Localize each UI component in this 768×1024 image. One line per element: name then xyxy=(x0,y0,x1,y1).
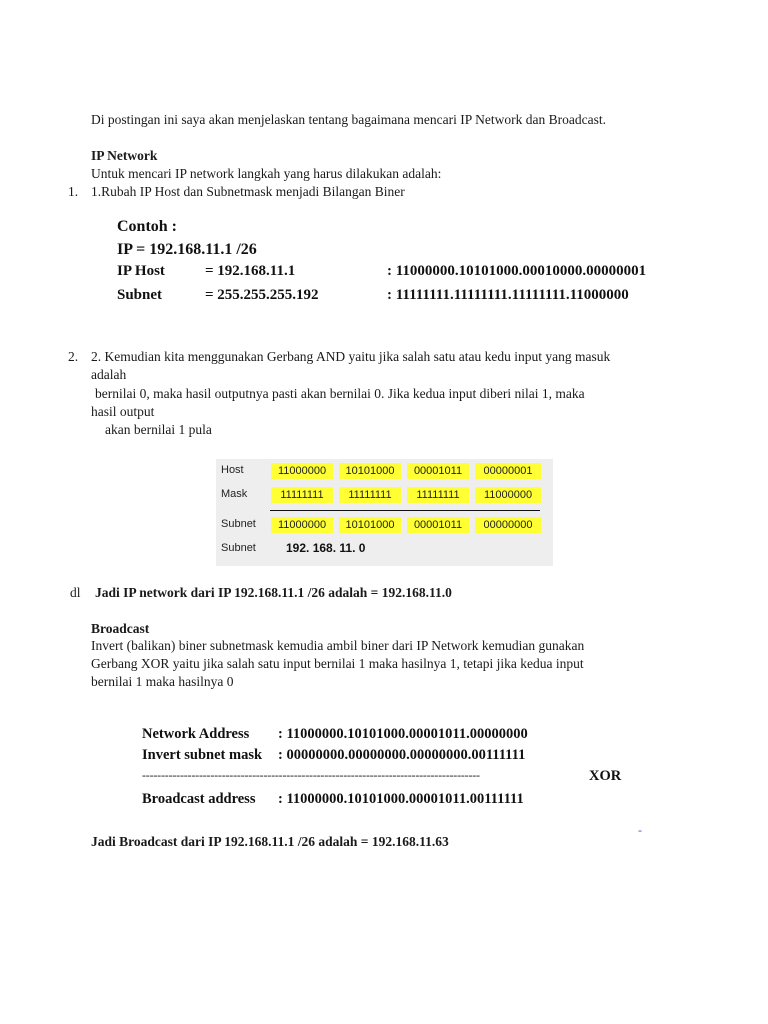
conclusion-bc-text: Jadi Broadcast dari IP 192.168.11.1 /26 adalah = 192.168.11.63 xyxy=(91,834,449,849)
ip-network-heading: IP Network xyxy=(91,148,158,163)
contoh-host-binary: : 11000000.10101000.00010000.00000001 xyxy=(387,263,647,279)
xor-inv-value: : 00000000.00000000.00000000.00111111 xyxy=(278,747,526,763)
conclusion-net-prefix: dl xyxy=(70,585,81,600)
and-cell: 10101000 xyxy=(339,517,401,533)
xor-inv-label: Invert subnet mask xyxy=(142,747,263,763)
and-cell: 00000000 xyxy=(475,517,541,533)
step2-number: 2. xyxy=(68,349,79,364)
step2-line3: bernilai 0, maka hasil outputnya pasti akan bernilai 0. Jika kedua input diberi nilai 1, maka xyxy=(95,386,585,401)
and-cell: 11111111 xyxy=(407,487,469,503)
and-cell: 11000000 xyxy=(475,487,541,503)
and-cell: 10101000 xyxy=(339,463,401,479)
xor-net-value: : 11000000.10101000.00001011.00000000 xyxy=(278,726,528,742)
step2-line1: 2. Kemudian kita menggunakan Gerbang AND yaitu jika salah satu atau kedu input yang masuk xyxy=(91,349,611,364)
and-row-mask-label: Mask xyxy=(221,488,248,500)
broadcast-line1: Invert (balikan) biner subnetmask kemudia ambil biner dari IP Network kemudian gunakan xyxy=(91,638,585,653)
contoh-figure xyxy=(117,218,657,308)
and-cell: 11000000 xyxy=(271,517,333,533)
and-divider xyxy=(270,510,540,511)
step2-line5: akan bernilai 1 pula xyxy=(105,422,212,437)
xor-bc-value: : 11000000.10101000.00001011.00111111 xyxy=(278,791,524,807)
broadcast-line2: Gerbang XOR yaitu jika salah satu input bernilai 1 maka hasilnya 1, tetapi jika kedua input xyxy=(91,656,584,671)
and-row-subnet-label: Subnet xyxy=(221,518,256,530)
intro-text: Di postingan ini saya akan menjelaskan tentang bagaimana mencari IP Network dan Broadcast. xyxy=(91,112,606,127)
step2-line2: adalah xyxy=(91,367,127,382)
xor-dashes: ----------------------------------------------------------------------------------------- xyxy=(142,768,480,782)
step1-text: 1.Rubah IP Host dan Subnetmask menjadi Bilangan Biner xyxy=(91,184,405,199)
contoh-host-value: = 192.168.11.1 xyxy=(205,263,296,279)
contoh-ip-line: IP = 192.168.11.1 /26 xyxy=(117,241,257,258)
step1-number: 1. xyxy=(68,184,79,199)
broadcast-heading: Broadcast xyxy=(91,621,150,636)
and-result-value: 192. 168. 11. 0 xyxy=(286,541,366,555)
and-cell: 00000001 xyxy=(475,463,541,479)
contoh-title: Contoh : xyxy=(117,218,178,235)
contoh-subnet-label: Subnet xyxy=(117,287,163,303)
and-row-host-label: Host xyxy=(221,464,244,476)
step2-line4: hasil output xyxy=(91,404,155,419)
and-cell: 11111111 xyxy=(271,487,333,503)
xor-net-label: Network Address xyxy=(142,726,250,742)
ip-network-lead: Untuk mencari IP network langkah yang harus dilakukan adalah: xyxy=(91,166,442,181)
and-table-figure xyxy=(216,459,553,566)
and-cell: 00001011 xyxy=(407,517,469,533)
xor-bc-label: Broadcast address xyxy=(142,791,256,807)
broadcast-line3: bernilai 1 maka hasilnya 0 xyxy=(91,674,234,689)
contoh-host-label: IP Host xyxy=(117,263,165,279)
and-cell: 00001011 xyxy=(407,463,469,479)
stray-mark: - xyxy=(638,823,642,837)
contoh-subnet-binary: : 11111111.11111111.11111111.11000000 xyxy=(387,287,629,303)
contoh-subnet-value: = 255.255.255.192 xyxy=(205,287,319,303)
xor-operator: XOR xyxy=(589,768,622,784)
and-result-label: Subnet xyxy=(221,542,256,554)
conclusion-net-text: Jadi IP network dari IP 192.168.11.1 /26 adalah = 192.168.11.0 xyxy=(95,585,452,600)
xor-figure xyxy=(142,726,642,816)
and-cell: 11000000 xyxy=(271,463,333,479)
and-cell: 11111111 xyxy=(339,487,401,503)
